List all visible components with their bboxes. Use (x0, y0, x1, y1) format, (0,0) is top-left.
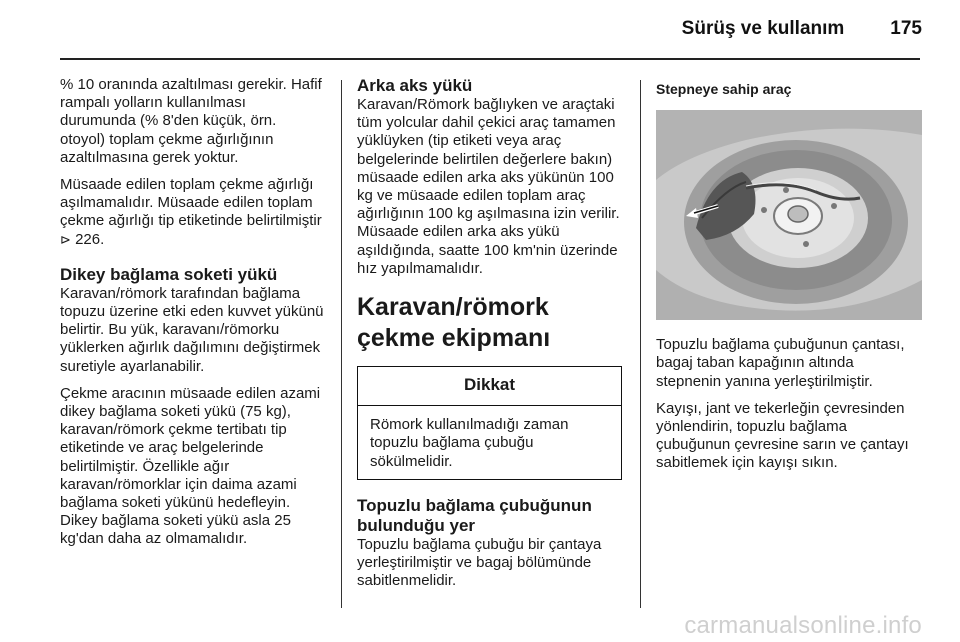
warning-box (357, 366, 622, 480)
paragraph: % 10 oranında azaltılması gerekir. Hafif rampalı yolların kullanılması durumunda (% 8'den küçük, örn. otoyol) toplam çekme ağırlığının azaltılmasına gerek yoktur. (60, 76, 322, 166)
warning-title: Dikkat (358, 367, 621, 406)
spare-wheel-illustration (656, 110, 922, 320)
column-left (60, 76, 325, 558)
heading-dikey: Dikey bağlama soketi yükü (60, 264, 278, 284)
paragraph: Karavan/Römork bağlıyken ve araçtaki tüm yolcular dahil çekici araç tamamen yüklüyken (tip etiketi veya araç belgelerinde belirtilen değerlere bakın) müsaade edilen arka aks yükünün 100 kg ve müsaade edilen toplam araç ağırlığının 100 kg aşılmasına izin verilir. Müsaade edilen arka aks yükü aşıldığında, saatte 100 km'nin üzerinde hız yapılmamalıdır. (357, 96, 620, 277)
header-divider (60, 58, 920, 60)
paragraph: Karavan/römork tarafından bağlama topuzu üzerine etki eden kuvvet yükünü belirtir. Bu yük, karavanı/römorku yüklerken ağırlık dağılımını değiştirmek suretiyle ayarlanabilir. (60, 284, 324, 375)
watermark: carmanualsonline.info (684, 612, 922, 639)
paragraph: Topuzlu bağlama çubuğunun çantası, bagaj taban kapağının altında stepnenin yanına yerleştirilmiştir. (656, 336, 905, 390)
page-reference[interactable]: 226. (75, 230, 105, 248)
spare-wheel-image (656, 110, 922, 320)
warning-body: Römork kullanılmadığı zaman topuzlu bağlama çubuğu sökülmelidir. (370, 416, 569, 470)
page-number: 175 (890, 18, 922, 39)
paragraph (60, 176, 325, 249)
paragraph: Kayışı, jant ve tekerleğin çevresinden yönlendirin, topuzlu bağlama çubuğunun çevresine sarın ve çantayı sabitlemek için kayışı sıkın. (656, 399, 909, 472)
heading-karavan-ekipmani: Karavan/römork çekme ekipmanı (357, 293, 551, 353)
heading-topuzlu-yer: Topuzlu bağlama çubuğunun bulunduğu yer (357, 495, 592, 535)
column-divider-1 (341, 80, 342, 608)
section-title: Sürüş ve kullanım (681, 18, 845, 39)
paragraph: Çekme aracının müsaade edilen azami dikey bağlama soketi yükü (75 kg), karavan/römork çekme tertibatı tip etiketinde ve araç belgelerinde belirtilmiştir. Özellikle ağır karavan/römorklar için daima azami bağlama soketi yükünü hedefleyin. Dikey bağlama soketi yükü asla 25 kg'dan daha az olmamalıdır. (60, 384, 321, 548)
paragraph-text: Müsaade edilen toplam çekme ağırlığı aşılmamalıdır. Müsaade edilen toplam çekme ağırlığı tip etiketinde belirtilmiştir (60, 176, 322, 230)
page-header (682, 18, 922, 40)
paragraph: Topuzlu bağlama çubuğu bir çantaya yerleştirilmiştir ve bagaj bölümünde sabitlenmelidir. (357, 535, 602, 590)
column-middle (357, 76, 622, 599)
page-reference-arrow-icon[interactable]: ⊳ (60, 231, 71, 247)
figure-caption: Stepneye sahip araç (656, 81, 792, 97)
heading-arka-aks: Arka aks yükü (357, 76, 473, 95)
column-divider-2 (640, 80, 641, 608)
column-right (656, 76, 922, 482)
